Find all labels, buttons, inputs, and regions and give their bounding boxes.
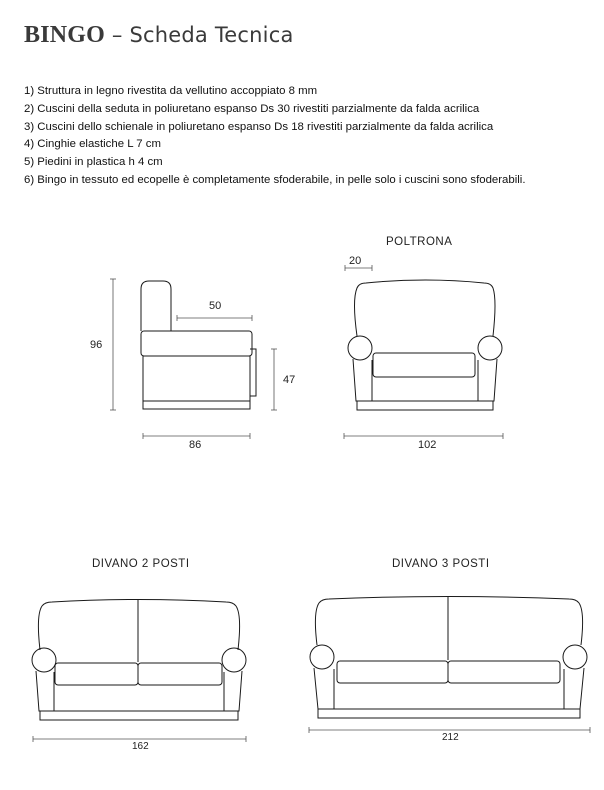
caption-divano-3-posti: DIVANO 3 POSTI — [392, 558, 490, 570]
dimension-height-total — [110, 279, 116, 410]
dimension-label-arm-width: 20 — [349, 255, 362, 267]
product-name: BINGO — [24, 22, 106, 48]
sofa-3-seats-front-view — [310, 597, 587, 719]
document-subtitle: – Scheda Tecnica — [105, 23, 294, 47]
spec-item: 6) Bingo in tessuto ed ecopelle è completamente sfoderabile, in pelle solo i cuscini sono sfoderabili. — [24, 173, 526, 186]
armchair-side-view — [141, 281, 256, 409]
sofa-2-seats-front-view — [32, 600, 246, 721]
spec-item: 3) Cuscini dello schienale in poliuretano espanso Ds 18 rivestiti parzialmente da falda acrilica — [24, 120, 494, 133]
caption-divano-2-posti: DIVANO 2 POSTI — [92, 558, 190, 570]
spec-item: 1) Struttura in legno rivestita da vellutino accoppiato 8 mm — [24, 85, 318, 97]
dimension-label-seat-height: 47 — [283, 374, 296, 386]
dimension-label-sofa2-width: 162 — [132, 741, 149, 752]
dimension-seat-depth — [177, 315, 252, 321]
dimension-label-sofa3-width: 212 — [442, 732, 459, 743]
dimension-seat-height — [271, 349, 277, 410]
dimension-label-armchair-width: 102 — [418, 439, 437, 451]
dimension-label-seat-depth: 50 — [209, 300, 222, 312]
dimension-label-height-total: 96 — [90, 339, 103, 351]
armchair-front-view — [348, 280, 502, 410]
spec-item: 5) Piedini in plastica h 4 cm — [24, 156, 163, 169]
dimension-label-depth: 86 — [189, 439, 202, 451]
spec-item: 4) Cinghie elastiche L 7 cm — [24, 138, 161, 151]
spec-item: 2) Cuscini della seduta in poliuretano espanso Ds 30 rivestiti parzialmente da falda acrilica — [24, 102, 480, 115]
caption-poltrona: POLTRONA — [386, 236, 453, 248]
